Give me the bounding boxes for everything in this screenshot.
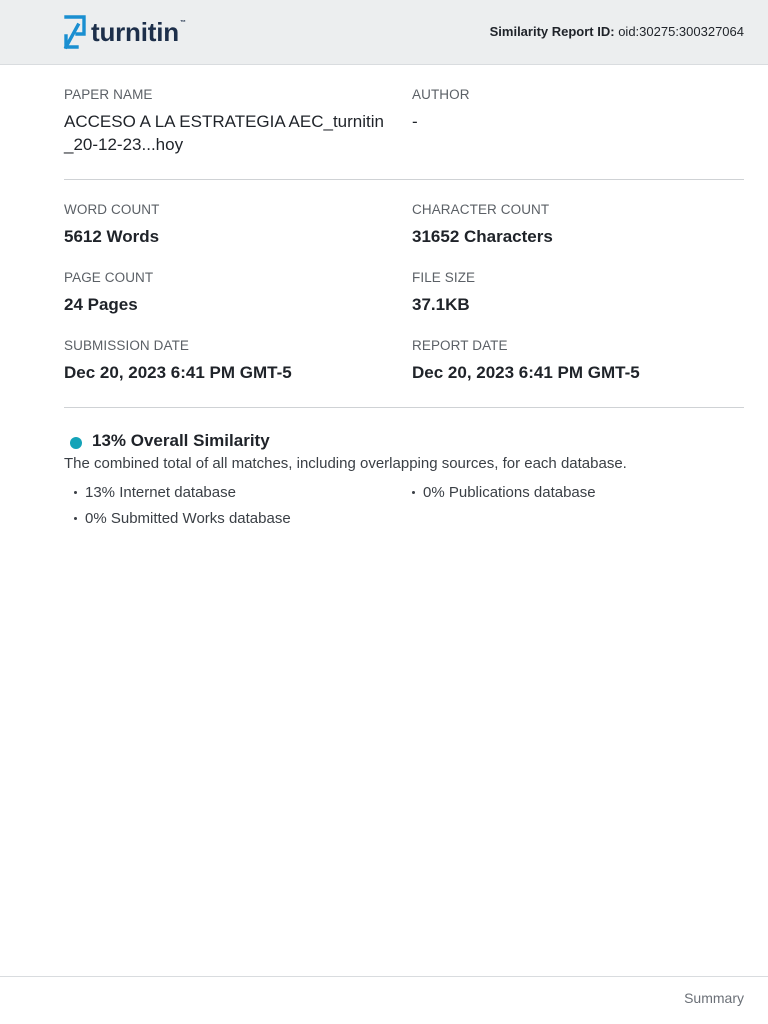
paper-name-line-2: _20-12-23...hoy — [64, 135, 184, 154]
similarity-report-id — [490, 24, 744, 39]
internet-database-label: 13% Internet database — [85, 484, 236, 501]
report-header — [0, 0, 768, 65]
publications-database-label: 0% Publications database — [423, 484, 596, 501]
word-count-label: WORD COUNT — [64, 202, 160, 217]
internet-database-item — [74, 484, 236, 501]
page-count-label: PAGE COUNT — [64, 270, 154, 285]
divider-middle — [64, 407, 744, 408]
paper-name-value — [64, 110, 404, 156]
report-date-label: REPORT DATE — [412, 338, 508, 353]
footer-summary-label: Summary — [684, 990, 744, 1006]
publications-database-item — [412, 484, 596, 501]
submission-date-value: Dec 20, 2023 6:41 PM GMT-5 — [64, 363, 292, 382]
similarity-description: The combined total of all matches, including overlapping sources, for each database. — [64, 455, 627, 472]
author-label: AUTHOR — [412, 87, 470, 102]
report-id-label: Similarity Report ID: — [489, 24, 615, 39]
word-count-value: 5612 Words — [64, 227, 160, 246]
report-date-value: Dec 20, 2023 6:41 PM GMT-5 — [412, 363, 640, 382]
logo-text: turnitin™ — [91, 16, 186, 47]
submitted-works-database-label: 0% Submitted Works database — [85, 510, 291, 527]
submitted-works-database-item — [74, 510, 291, 527]
file-size-value: 37.1KB — [412, 295, 470, 314]
turnitin-logo — [63, 13, 186, 51]
character-count-value: 31652 Characters — [412, 227, 553, 246]
similarity-indicator-dot — [70, 437, 82, 449]
character-count-label: CHARACTER COUNT — [412, 202, 550, 217]
page-count-value: 24 Pages — [64, 295, 138, 314]
divider-top — [64, 179, 744, 180]
bullet-icon — [74, 491, 77, 494]
report-id-value: oid:30275:300327064 — [618, 24, 744, 39]
turnitin-arrow-icon — [63, 14, 87, 50]
paper-name-line-1: ACCESO A LA ESTRATEGIA AEC_turnitin — [64, 112, 384, 131]
author-value: - — [412, 112, 418, 131]
logo-trademark: ™ — [179, 19, 186, 26]
file-size-label: FILE SIZE — [412, 270, 476, 285]
overall-similarity-title: 13% Overall Similarity — [92, 431, 270, 450]
submission-date-label: SUBMISSION DATE — [64, 338, 190, 353]
bullet-icon — [412, 491, 415, 494]
bullet-icon — [74, 517, 77, 520]
footer-divider — [0, 976, 768, 977]
paper-name-label: PAPER NAME — [64, 87, 153, 102]
